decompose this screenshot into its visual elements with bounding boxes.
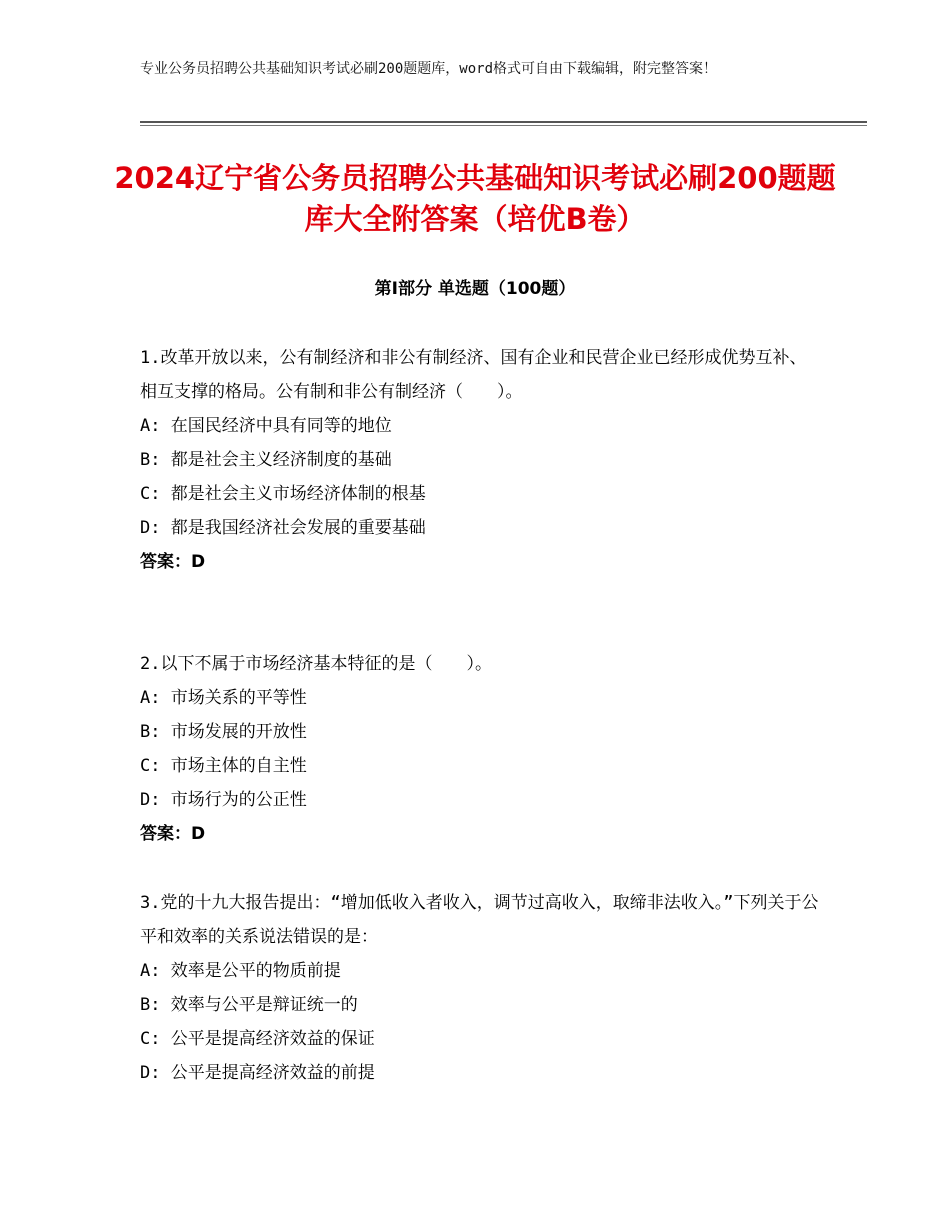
header-note: 专业公务员招聘公共基础知识考试必刷200题题库，word格式可自由下载编辑，附完整答案！ <box>140 61 717 77</box>
option-a: A: 效率是公平的物质前提 <box>140 961 341 981</box>
answer: 答案：D <box>140 824 206 844</box>
option-d: D: 都是我国经济社会发展的重要基础 <box>140 518 426 538</box>
question-2 <box>140 647 820 851</box>
document-title: 2024辽宁省公务员招聘公共基础知识考试必刷200题题库大全附答案（培优B卷） <box>114 161 836 236</box>
question-3 <box>140 886 820 1090</box>
option-d: D: 市场行为的公正性 <box>140 790 307 810</box>
answer: 答案：D <box>140 552 206 572</box>
header-divider <box>140 121 867 123</box>
option-a: A: 市场关系的平等性 <box>140 688 307 708</box>
option-c: C: 公平是提高经济效益的保证 <box>140 1029 375 1049</box>
question-stem: 3.党的十九大报告提出：“增加低收入者收入，调节过高收入，取缔非法收入。”下列关于公平和效率的关系说法错误的是： <box>140 893 819 947</box>
option-b: B: 都是社会主义经济制度的基础 <box>140 450 392 470</box>
question-1 <box>140 341 820 579</box>
option-b: B: 效率与公平是辩证统一的 <box>140 995 358 1015</box>
question-stem: 2.以下不属于市场经济基本特征的是（ ）。 <box>140 654 492 674</box>
option-a: A: 在国民经济中具有同等的地位 <box>140 416 392 436</box>
option-c: C: 市场主体的自主性 <box>140 756 307 776</box>
option-c: C: 都是社会主义市场经济体制的根基 <box>140 484 426 504</box>
option-d: D: 公平是提高经济效益的前提 <box>140 1063 375 1083</box>
option-b: B: 市场发展的开放性 <box>140 722 307 742</box>
header-divider-thin <box>140 125 867 126</box>
question-stem: 1.改革开放以来，公有制经济和非公有制经济、国有企业和民营企业已经形成优势互补、相互支撑的格局。公有制和非公有制经济（ ）。 <box>140 348 807 402</box>
section-title: 第Ⅰ部分 单选题（100题） <box>374 279 576 299</box>
